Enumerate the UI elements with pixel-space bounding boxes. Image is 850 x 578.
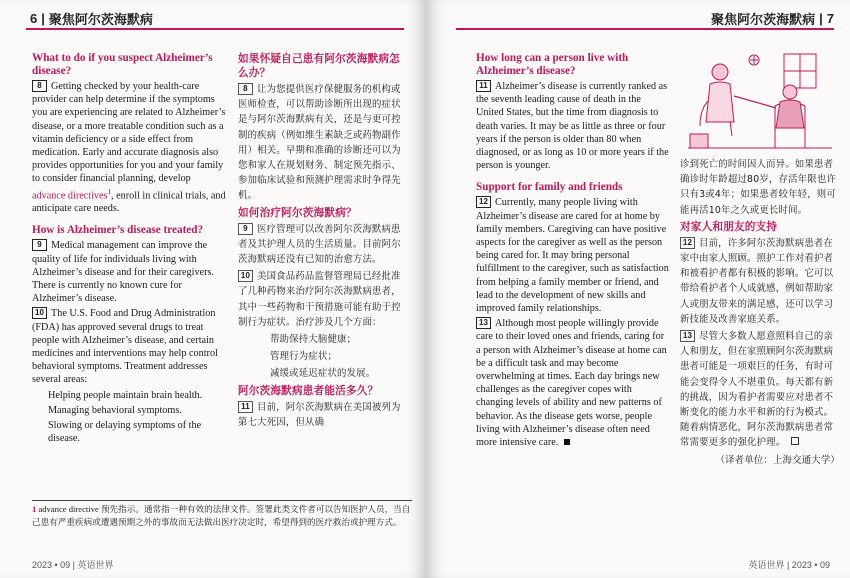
paragraph-8-en [32,80,226,215]
paragraph-9-zh [238,222,404,268]
paragraph-11-text: Alzheimer’s disease is currently ranked as the seventh leading cause of death in the United States, but the time from diagnosis to death varies. It may be as little as three or four years if the person is older than 80 when diagnosed, or as long as 10 or more years if the person is younger. [476,81,669,172]
treatment-bullet-3: Slowing or delaying symptoms of the disease. [48,420,202,445]
paragraph-9-en [32,239,226,305]
footnote-term: advance directive [38,504,99,514]
treatment-bullet-3-zh: 减缓或延迟症状的发展。 [270,368,376,380]
paragraph-8-text: Getting checked by your health-care provider can help determine if the symptoms you are experiencing are related to Alzheimer’s disease, or a more treatable condition such as a vitamin deficiency or a side effect from medication. Early and accurate diagnosis also provides opportunities for you and your family to consider financial planning, develop [32,81,226,185]
heading-suspect-alzheimers-zh: 如果怀疑自己患有阿尔茨海默病怎么办？ [238,53,400,79]
left-page-header [26,8,157,28]
paragraph-13-zh-text: 尽管大多数人愿意照料自己的亲人和朋友，但在家照顾阿尔茨海默病患者可能是一项艰巨的任务，有时可能会变得令人不堪重负。每天都有新的挑战，因为看护者需要应对患者不断变化的能力水平和新的行为模式。随着病情恶化，阿尔茨海默病患者常常需要更多的强化护理。 [680,331,834,449]
left-english-column [32,52,226,447]
paragraph-13-zh [680,329,840,451]
right-footer: 英语世界 | 2023 • 09 [748,560,830,570]
left-chinese-column [238,52,404,432]
paragraph-8-zh-text: 让为您提供医疗保健服务的机构或医师检查，可以帮助诊断所出现的症状是与阿尔茨海默病有关，还是与更可控制的疾病（例如维生素缺乏或药物副作用）相关。早期和准确的诊断还可以为您和家人在规划财务、制定预先指示、参加临床试验和预测护理需求时争得先机。 [238,84,401,202]
left-header-divider: | [41,10,45,26]
right-page [426,0,850,578]
treatment-bullet-2: Managing behavioral symptoms. [48,404,182,416]
paragraph-9-zh-text: 医疗管理可以改善阿尔茨海默病患者及其护理人员的生活质量。目前阿尔茨海默病还没有已知的治愈方法。 [238,223,401,266]
paragraph-12-zh-text: 目前，许多阿尔茨海默病患者在家中由家人照顾。照护工作对看护者和被看护者都有积极的影响。它可以带给看护者个人成就感，例如帮助家人或朋友带来的满足感，还可以学习新技能及改善家庭关系。 [680,237,834,325]
paragraph-12-en [476,196,670,315]
paragraph-11-zh-text: 目前，阿尔茨海默病在美国被列为第七大死因，但从确 [238,401,401,428]
heading-lifespan: How long can a person live with Alzheimer’s disease? [476,52,629,77]
right-header-rule [456,28,834,30]
left-footer: 2023 • 09 | 英语世界 [32,560,114,570]
paragraph-10-zh [238,269,404,330]
heading-support-zh: 对家人和朋友的支持 [680,220,778,233]
paragraph-12-zh [680,236,840,327]
heading-treatment-zh: 如何治疗阿尔茨海默病？ [238,206,357,219]
paragraph-number-13: 13 [476,317,491,329]
left-page-number: 6 [30,10,38,26]
paragraph-number-12: 12 [476,196,491,208]
paragraph-11-en [476,80,670,172]
right-header-title: 聚焦阿尔茨海默病 [711,11,816,27]
footnote-ref-1[interactable]: 1 [107,187,112,196]
paragraph-number-12-zh: 12 [680,237,695,249]
paragraph-number-9-zh: 9 [238,223,253,235]
paragraph-number-10: 10 [32,307,47,319]
paragraph-8-text-end: , enroll in clinical trials, and anticipate care needs. [32,190,226,215]
heading-lifespan-zh: 阿尔茨海默病患者能活多久？ [238,384,379,397]
footnote [32,500,412,529]
paragraph-9-text: Medical management can improve the quality of life for individuals living with Alzheimer’s disease and for their caregivers. There is currently no known cure for Alzheimer’s disease. [32,240,214,305]
treatment-bullet-1-zh: 帮助保持大脑健康； [270,334,357,346]
paragraph-11-zh [238,400,404,430]
paragraph-10-text: The U.S. Food and Drug Administration (FDA) has approved several drugs to treat people with Alzheimer’s disease, and certain medicines and interventions may help control behavioral symptoms. Treatment addresses several areas: [32,308,218,386]
translator-credit: （译者单位：上海交通大学） [715,454,840,466]
heading-treatment: How is Alzheimer’s disease treated? [32,224,204,237]
footnote-text: 预先指示。通常指一种有效的法律文件。签署此类文件者可以告知医护人员，当自己患有严重疾病或遭遇预期之外的事故而无法做出医疗决定时，希望得到的医疗救治或护理方式。 [32,505,411,528]
paragraph-number-13-zh: 13 [680,330,695,342]
heading-suspect-alzheimers: What to do if you suspect Alzheimer’s disease? [32,52,213,77]
paragraph-12-text: Currently, many people living with Alzheimer’s disease are cared for at home by family members. Caregiving can have positive aspects for the caregiver as well as the person being cared for. It may bring personal fulfillment to the caregiver, such as satisfaction from helping a family member or friend, and lead to the development of new skills and improved family relationships. [476,197,669,315]
paragraph-8-zh [238,82,404,204]
right-page-number: 7 [826,10,834,26]
treatment-bullet-1: Helping people maintain brain health. [48,389,203,401]
heading-support: Support for family and friends [476,181,623,194]
right-header-divider: | [819,10,823,26]
advance-directives-link[interactable]: advance directives [32,190,108,202]
left-header-rule [26,28,404,30]
paragraph-10-zh-text: 美国食品药品监督管理局已经批准了几种药物来治疗阿尔茨海默病患者，其中一些药物和干预措施可能有助于控制行为症状。治疗涉及几个方面： [238,271,401,328]
paragraph-13-text: Although most people willingly provide care to their loved ones and friends, caring for a person with Alzheimer’s disease at home can be a difficult task and may become overwhelming at times. Each day brings new challenges as the caregiver copes with changing levels of ability and new patterns of behavior. As the disease gets worse, people living with Alzheimer’s disease often need more intensive care. [476,318,667,449]
right-page-header [711,8,834,28]
end-of-article-mark [564,439,570,445]
paragraph-number-11: 11 [476,80,491,92]
end-of-article-mark-zh [791,437,799,445]
paragraph-number-11-zh: 11 [238,401,253,413]
right-chinese-column [680,157,840,470]
paragraph-11-zh-continued: 诊到死亡的时间因人而异。如果患者确诊时年龄超过80岁，存活年限也许只有3或4年；如果患者较年轻，则可能再活10年之久或更长时间。 [680,159,836,216]
footnote-number: 1 [32,504,37,514]
paragraph-number-10-zh: 10 [238,270,253,282]
caregiver-illustration [680,36,840,154]
left-header-title: 聚焦阿尔茨海默病 [48,11,153,27]
paragraph-10-en [32,307,226,386]
paragraph-number-8-zh: 8 [238,83,253,95]
paragraph-number-9: 9 [32,239,47,251]
paragraph-number-8: 8 [32,80,47,92]
paragraph-13-en [476,317,670,449]
treatment-bullet-2-zh: 管理行为症状； [270,351,338,363]
right-english-column [476,52,670,451]
